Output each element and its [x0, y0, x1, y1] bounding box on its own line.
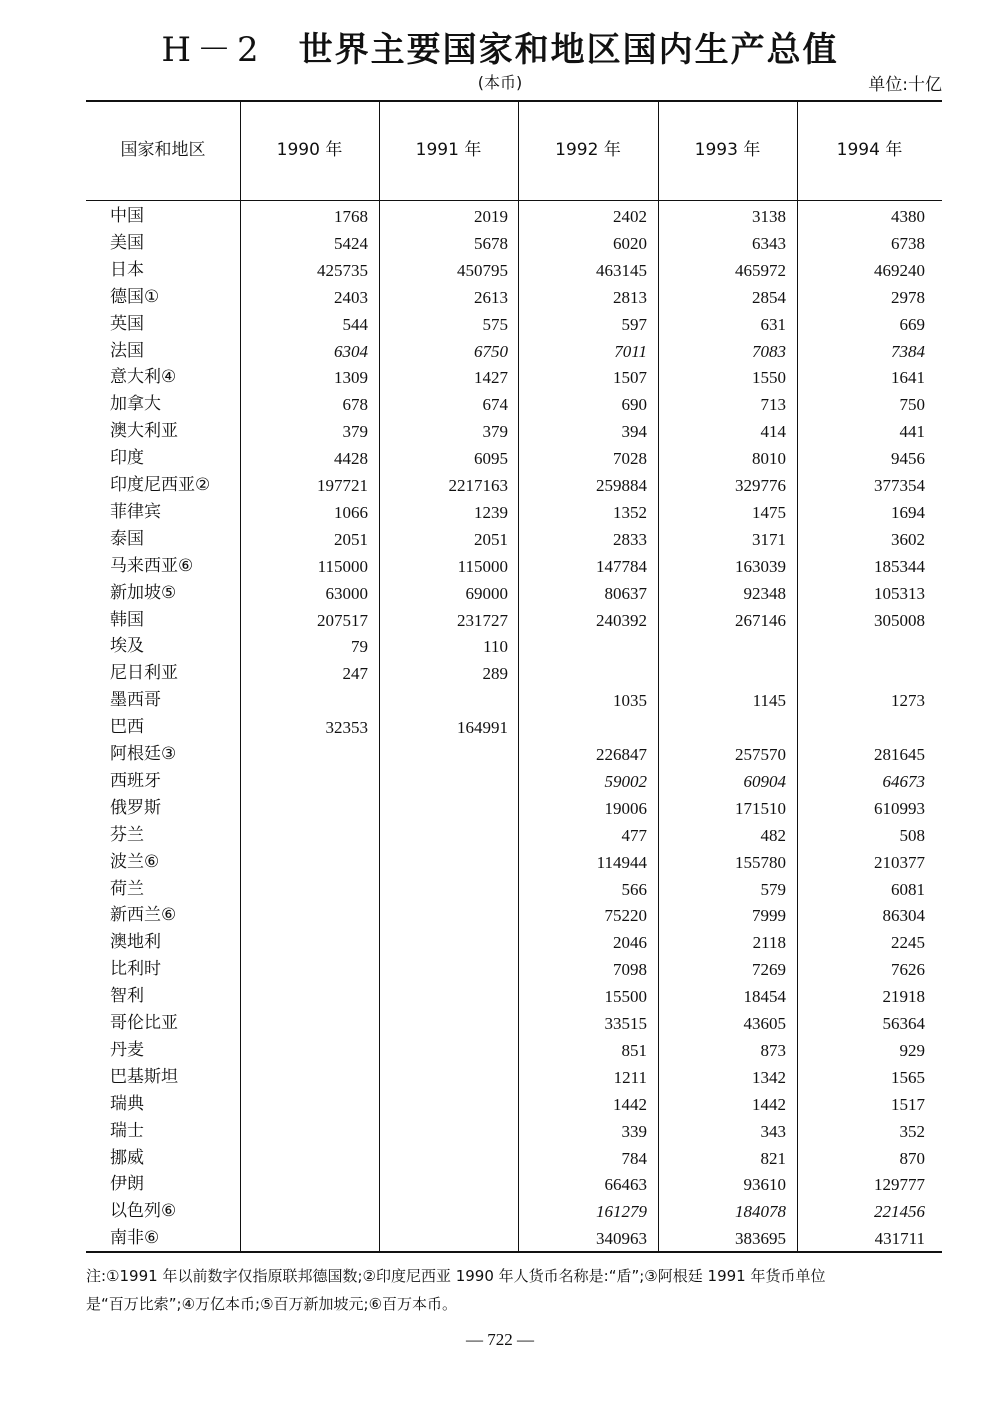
gdp-value-1992: 566 [621, 879, 647, 899]
gdp-value-1994: 305008 [874, 610, 925, 630]
country-name: 伊朗 [110, 1174, 144, 1195]
table-row [86, 418, 942, 445]
table-row [86, 929, 942, 956]
table-row [86, 714, 942, 741]
gdp-value-1993: 7269 [752, 960, 786, 980]
table-row [86, 1037, 942, 1064]
country-name: 荷兰 [110, 878, 144, 899]
table-row [86, 1198, 942, 1225]
gdp-value-1994: 870 [899, 1148, 925, 1168]
gdp-value-1991: 2217163 [448, 476, 508, 495]
table-row [86, 1091, 942, 1118]
gdp-value-1993: 2118 [752, 933, 786, 953]
gdp-value-1992: 2046 [613, 933, 647, 953]
gdp-value-1994: 431711 [874, 1229, 925, 1249]
gdp-value-1992: 7011 [614, 341, 647, 361]
column-header-1993: 1993 年 [694, 140, 761, 160]
table-row [86, 203, 942, 230]
country-name: 印度尼西亚② [110, 475, 211, 495]
gdp-value-1992: 690 [621, 395, 647, 415]
gdp-value-1992: 147784 [596, 556, 647, 576]
country-name: 马来西亚⑥ [110, 555, 194, 576]
country-name: 以色列⑥ [110, 1201, 177, 1222]
gdp-value-1994: 352 [899, 1121, 925, 1141]
table-row [86, 687, 942, 714]
gdp-value-1992: 15500 [604, 987, 647, 1007]
gdp-value-1992: 1035 [613, 691, 647, 711]
gdp-value-1992: 339 [621, 1121, 647, 1141]
gdp-value-1994: 610993 [874, 798, 925, 818]
currency-subtitle: (本币) [477, 73, 523, 92]
gdp-value-1990: 247 [342, 664, 368, 684]
gdp-value-1994: 1565 [891, 1067, 925, 1087]
gdp-value-1993: 60904 [743, 771, 786, 791]
table-row [86, 633, 942, 660]
gdp-value-1994: 469240 [874, 260, 925, 280]
table-row [86, 902, 942, 929]
gdp-value-1992: 2813 [613, 287, 647, 307]
country-name: 德国① [110, 286, 160, 307]
gdp-value-1992: 75220 [604, 906, 647, 926]
country-name: 澳大利亚 [110, 421, 178, 442]
gdp-value-1990: 4428 [334, 449, 368, 469]
table-title: 世界主要国家和地区国内生产总值 [298, 30, 839, 70]
gdp-value-1990: 2051 [334, 529, 368, 549]
gdp-value-1993: 1145 [752, 691, 786, 711]
gdp-value-1992: 477 [621, 825, 647, 845]
gdp-value-1994: 441 [899, 422, 925, 442]
gdp-value-1992: 7098 [613, 960, 647, 980]
table-row [86, 876, 942, 903]
gdp-value-1991: 110 [483, 637, 508, 657]
gdp-value-1994: 64673 [882, 771, 925, 791]
gdp-value-1994: 1694 [891, 502, 925, 522]
gdp-value-1992: 784 [621, 1148, 647, 1168]
gdp-value-1992: 463145 [596, 260, 647, 280]
gdp-value-1991: 379 [482, 422, 508, 442]
gdp-value-1994: 210377 [874, 852, 925, 872]
gdp-value-1993: 8010 [752, 449, 786, 469]
table-row [86, 526, 942, 553]
gdp-value-1992: 597 [621, 314, 647, 334]
gdp-value-1990: 6304 [334, 341, 368, 361]
gdp-value-1992: 1211 [613, 1067, 647, 1087]
gdp-value-1994: 7626 [891, 960, 925, 980]
country-name: 美国 [110, 232, 144, 253]
table-row [86, 364, 942, 391]
gdp-value-1993: 1442 [752, 1094, 786, 1114]
gdp-value-1991: 289 [482, 664, 508, 684]
table-row [86, 284, 942, 311]
gdp-value-1993: 873 [760, 1040, 786, 1060]
gdp-value-1993: 579 [760, 879, 786, 899]
country-name: 中国 [110, 206, 144, 226]
table-row [86, 580, 942, 607]
gdp-value-1992: 394 [621, 422, 647, 442]
country-name: 巴基斯坦 [110, 1066, 178, 1087]
gdp-value-1993: 92348 [743, 583, 786, 603]
country-name: 比利时 [110, 959, 161, 980]
gdp-value-1991: 164991 [457, 718, 508, 738]
gdp-value-1992: 59002 [604, 771, 647, 791]
country-name: 瑞士 [110, 1120, 144, 1141]
gdp-value-1990: 425735 [317, 260, 368, 280]
gdp-value-1991: 69000 [465, 583, 508, 603]
gdp-value-1994: 2245 [891, 933, 925, 953]
gdp-value-1990: 5424 [334, 233, 368, 253]
gdp-value-1994: 1641 [891, 368, 925, 388]
country-name: 埃及 [110, 636, 144, 657]
gdp-value-1993: 3138 [752, 207, 786, 226]
country-name: 瑞典 [110, 1093, 144, 1114]
gdp-value-1991: 2051 [474, 529, 508, 549]
gdp-value-1994: 9456 [891, 449, 925, 469]
gdp-value-1994: 21918 [882, 987, 925, 1007]
gdp-value-1991: 1239 [474, 502, 508, 522]
table-row [86, 1064, 942, 1091]
column-header-1992: 1992 年 [555, 140, 621, 160]
table-row [86, 741, 942, 768]
table-row [86, 1145, 942, 1172]
gdp-value-1990: 1768 [334, 207, 368, 226]
gdp-value-1991: 6095 [474, 449, 508, 469]
gdp-value-1994: 221456 [874, 1202, 925, 1222]
gdp-value-1991: 5678 [474, 233, 508, 253]
gdp-value-1992: 19006 [604, 798, 647, 818]
country-name: 丹麦 [110, 1039, 144, 1060]
table-row [86, 338, 942, 365]
gdp-value-1993: 383695 [735, 1229, 786, 1249]
gdp-value-1994: 56364 [882, 1014, 925, 1033]
country-name: 哥伦比亚 [110, 1013, 178, 1033]
table-code: H－2 [161, 30, 265, 70]
gdp-value-1993: 184078 [735, 1202, 786, 1222]
gdp-value-1994: 86304 [882, 906, 925, 926]
footnote-line-1: 注:①1991 年以前数字仅指原联邦德国数;②印度尼西亚 1990 年人货币名称是:“盾”;③阿根廷 1991 年货币单位 [86, 1267, 826, 1285]
country-name: 意大利④ [110, 367, 177, 388]
table-row [86, 230, 942, 257]
country-name: 新加坡⑤ [110, 582, 177, 603]
country-name: 波兰⑥ [110, 851, 160, 872]
column-header-1990: 1990 年 [276, 140, 343, 160]
column-header-1991: 1991 年 [415, 140, 482, 160]
gdp-value-1990: 63000 [325, 583, 368, 603]
gdp-value-1993: 163039 [735, 556, 786, 576]
country-name: 泰国 [110, 528, 144, 549]
country-name: 挪威 [110, 1147, 144, 1168]
gdp-value-1993: 713 [760, 395, 786, 415]
table-row [86, 472, 942, 499]
table-header-rule [86, 200, 942, 201]
country-name: 菲律宾 [110, 501, 161, 522]
gdp-value-1994: 508 [899, 825, 925, 845]
gdp-value-1991: 231727 [457, 610, 508, 630]
gdp-value-1993: 171510 [735, 798, 786, 818]
gdp-value-1991: 6750 [474, 341, 508, 361]
gdp-value-1990: 544 [342, 314, 368, 334]
column-header-1994: 1994 年 [836, 140, 903, 160]
gdp-value-1993: 482 [760, 825, 786, 845]
gdp-value-1991: 2613 [474, 287, 508, 307]
gdp-value-1991: 2019 [474, 207, 508, 226]
gdp-value-1990: 32353 [325, 718, 368, 738]
gdp-value-1994: 6738 [891, 233, 925, 253]
gdp-value-1993: 1550 [752, 368, 786, 388]
gdp-value-1993: 414 [760, 422, 786, 442]
gdp-value-1994: 1273 [891, 691, 925, 711]
gdp-value-1993: 18454 [743, 987, 786, 1007]
gdp-value-1991: 450795 [457, 260, 508, 280]
country-name: 加拿大 [110, 394, 161, 415]
gdp-value-1993: 2854 [752, 287, 786, 307]
table-row [86, 1171, 942, 1198]
gdp-value-1993: 343 [760, 1121, 786, 1141]
gdp-value-1993: 93610 [743, 1175, 786, 1195]
gdp-value-1990: 1066 [334, 502, 368, 522]
gdp-value-1993: 465972 [735, 260, 786, 280]
gdp-value-1992: 1442 [613, 1094, 647, 1114]
gdp-value-1990: 197721 [317, 476, 368, 495]
country-name: 英国 [110, 313, 144, 334]
table-row [86, 822, 942, 849]
gdp-value-1992: 340963 [596, 1229, 647, 1249]
gdp-value-1993: 267146 [735, 610, 786, 630]
gdp-value-1994: 281645 [874, 745, 925, 764]
gdp-value-1992: 7028 [613, 449, 647, 469]
table-row [86, 445, 942, 472]
gdp-value-1990: 2403 [334, 287, 368, 307]
table-row [86, 849, 942, 876]
gdp-value-1992: 240392 [596, 610, 647, 630]
country-name: 尼日利亚 [110, 663, 178, 684]
table-row [86, 795, 942, 822]
table-row [86, 311, 942, 338]
country-name: 西班牙 [110, 770, 161, 791]
country-name: 澳地利 [110, 932, 161, 953]
gdp-value-1993: 43605 [743, 1014, 786, 1033]
country-name: 墨西哥 [110, 690, 161, 711]
country-name: 新西兰⑥ [110, 905, 177, 926]
gdp-value-1993: 821 [760, 1148, 786, 1168]
gdp-value-1992: 851 [621, 1040, 647, 1060]
gdp-value-1994: 4380 [891, 207, 925, 226]
column-header-country: 国家和地区 [120, 140, 206, 160]
table-row [86, 660, 942, 687]
gdp-value-1994: 185344 [874, 556, 925, 576]
gdp-value-1991: 674 [482, 395, 508, 415]
country-name: 韩国 [110, 609, 144, 630]
gdp-value-1992: 1507 [613, 368, 647, 388]
gdp-value-1990: 678 [342, 395, 368, 415]
gdp-value-1990: 1309 [334, 368, 368, 388]
page-title [0, 22, 1000, 71]
gdp-value-1991: 115000 [457, 556, 508, 576]
gdp-value-1994: 669 [899, 314, 925, 334]
gdp-value-1992: 114944 [596, 852, 647, 872]
table-row [86, 607, 942, 634]
gdp-value-1993: 7083 [752, 341, 786, 361]
gdp-value-1994: 129777 [874, 1175, 925, 1195]
gdp-value-1993: 155780 [735, 852, 786, 872]
table-row [86, 1118, 942, 1145]
gdp-value-1994: 6081 [891, 879, 925, 899]
country-name: 阿根廷③ [110, 744, 177, 764]
gdp-value-1994: 3602 [891, 529, 925, 549]
country-name: 日本 [110, 259, 144, 280]
country-name: 智利 [110, 986, 144, 1007]
gdp-value-1993: 1475 [752, 502, 786, 522]
gdp-value-1993: 3171 [752, 529, 786, 549]
table-row [86, 1225, 942, 1252]
gdp-value-1993: 7999 [752, 906, 786, 926]
gdp-value-1993: 257570 [735, 745, 786, 764]
country-name: 南非⑥ [110, 1228, 160, 1249]
gdp-value-1990: 207517 [317, 610, 368, 630]
gdp-value-1994: 377354 [874, 476, 925, 495]
page-number: — 722 — [466, 1330, 534, 1349]
gdp-value-1993: 631 [760, 314, 786, 334]
gdp-value-1992: 259884 [596, 476, 647, 495]
gdp-value-1991: 1427 [474, 368, 508, 388]
country-name: 巴西 [110, 717, 144, 738]
table-row [86, 956, 942, 983]
gdp-value-1990: 115000 [317, 556, 368, 576]
country-name: 芬兰 [110, 824, 144, 845]
country-name: 印度 [110, 448, 144, 469]
gdp-value-1990: 79 [351, 637, 368, 657]
table-row [86, 768, 942, 795]
gdp-value-1992: 2833 [613, 529, 647, 549]
unit-label: 单位:十亿 [868, 75, 942, 95]
table-row [86, 391, 942, 418]
table-row [86, 257, 942, 284]
gdp-value-1994: 750 [899, 395, 925, 415]
gdp-value-1994: 1517 [891, 1094, 925, 1114]
gdp-value-1992: 80637 [604, 583, 647, 603]
gdp-value-1994: 7384 [891, 341, 925, 361]
table-row [86, 1010, 942, 1037]
gdp-value-1994: 2978 [891, 287, 925, 307]
gdp-value-1994: 105313 [874, 583, 925, 603]
gdp-value-1992: 161279 [596, 1202, 647, 1222]
country-name: 俄罗斯 [110, 797, 161, 818]
gdp-value-1991: 575 [482, 314, 508, 334]
gdp-value-1992: 66463 [604, 1175, 647, 1195]
gdp-value-1994: 929 [899, 1040, 925, 1060]
gdp-value-1990: 379 [342, 422, 368, 442]
table-row [86, 499, 942, 526]
gdp-value-1992: 226847 [596, 745, 647, 764]
gdp-value-1992: 2402 [613, 207, 647, 226]
footnote-line-2: 是“百万比索”;④万亿本币;⑤百万新加坡元;⑥百万本币。 [86, 1295, 458, 1313]
table-row [86, 553, 942, 580]
gdp-value-1993: 6343 [752, 233, 786, 253]
country-name: 法国 [110, 340, 144, 361]
gdp-value-1993: 329776 [735, 476, 786, 495]
gdp-value-1993: 1342 [752, 1067, 786, 1087]
gdp-value-1992: 1352 [613, 502, 647, 522]
gdp-value-1992: 33515 [604, 1014, 647, 1033]
gdp-value-1992: 6020 [613, 233, 647, 253]
table-row [86, 983, 942, 1010]
